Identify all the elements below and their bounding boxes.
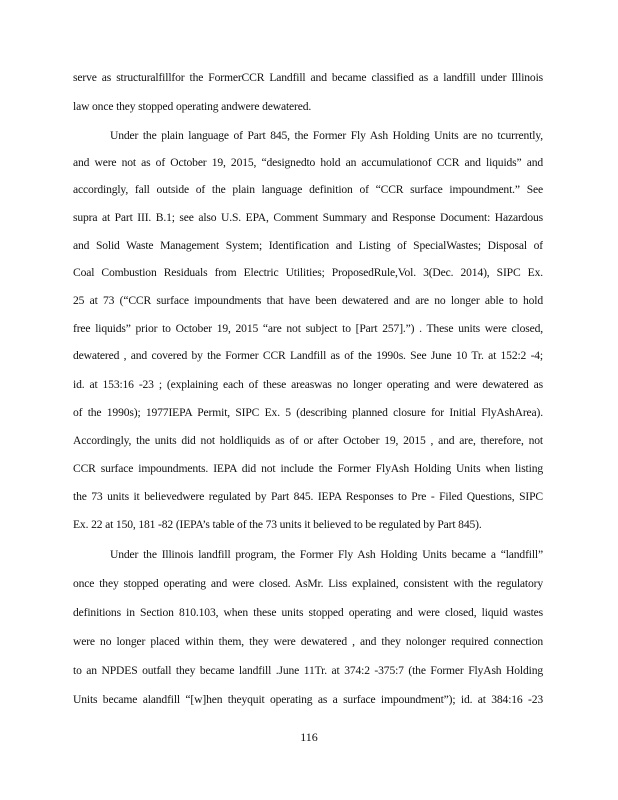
text-line: 25 at 73 (“CCR surface impoundments that have been dewatered and are no longer able to hold — [73, 294, 543, 307]
text-line: law once they stopped operating andwere dewatered. — [73, 100, 312, 113]
page-number: 116 — [300, 730, 318, 744]
paragraph-first-line: Under the Illinois landfill program, the Former Fly Ash Holding Units became a “landfill” — [110, 548, 543, 561]
text-line: Ex. 22 at 150, 181 ‑82 (IEPA’s table of the 73 units it believed to be regulated by Part 845). — [73, 518, 482, 531]
text-line: the 73 units it believedwere regulated by Part 845. IEPA Responses to Pre - Filed Questions, SIPC — [73, 490, 543, 503]
text-line: serve as structuralfillfor the FormerCCR Landfill and became classified as a landfill under Illinois — [73, 71, 543, 84]
text-line: were no longer placed within them, they were dewatered , and they nolonger required connection — [73, 635, 543, 648]
paragraph-first-line: Under the plain language of Part 845, the Former Fly Ash Holding Units are no tcurrently, — [110, 129, 543, 142]
text-line: to an NPDES outfall they became landfill .June 11Tr. at 374:2 ‑375:7 (the Former FlyAsh Holding — [73, 664, 543, 677]
text-line: and were not as of October 19, 2015, “designedto hold an accumulationof CCR and liquids” and — [73, 156, 543, 169]
text-line: definitions in Section 810.103, when these units stopped operating and were closed, liquid wastes — [73, 606, 543, 619]
text-line: CCR surface impoundments. IEPA did not include the Former FlyAsh Holding Units when listing — [73, 462, 543, 475]
text-line: dewatered , and covered by the Former CCR Landfill as of the 1990s. See June 10 Tr. at 152:2 ‑4; — [73, 349, 543, 362]
text-line: Accordingly, the units did not holdliquids as of or after October 19, 2015 , and are, therefore, not — [73, 434, 543, 447]
text-line: of the 1990s); 1977IEPA Permit, SIPC Ex. 5 (describing planned closure for Initial FlyAshArea). — [73, 406, 543, 419]
text-line: once they stopped operating and were closed. AsMr. Liss explained, consistent with the regulatory — [73, 577, 543, 590]
text-line: Coal Combustion Residuals from Electric Utilities; ProposedRule,Vol. 3(Dec. 2014), SIPC Ex. — [73, 266, 543, 279]
text-line: free liquids” prior to October 19, 2015 “are not subject to [Part 257].”) . These units were closed, — [73, 322, 543, 335]
text-line: id. at 153:16 ‑23 ; (explaining each of these areaswas no longer operating and were dewatered as — [73, 378, 543, 391]
text-line: supra at Part III. B.1; see also U.S. EPA, Comment Summary and Response Document: Hazardous — [73, 211, 543, 224]
text-line: Units became alandfill “[w]hen theyquit operating as a surface impoundment”); id. at 384:16 ‑23 — [73, 693, 543, 706]
text-line: and Solid Waste Management System; Identification and Listing of SpecialWastes; Disposal of — [73, 239, 543, 252]
text-line: accordingly, fall outside of the plain language definition of “CCR surface impoundment.” See — [73, 183, 543, 196]
